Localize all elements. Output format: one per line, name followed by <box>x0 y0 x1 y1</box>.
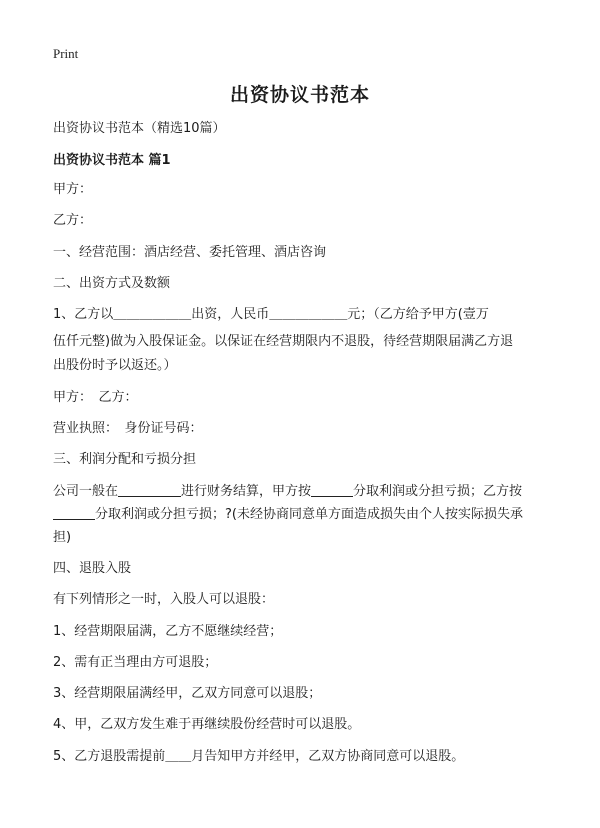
profit-text-3: 分取利润或分担亏损；乙方按 <box>353 484 523 499</box>
exit-entry-heading: 四、退股入股 <box>53 561 132 576</box>
exit-condition-2: 2、需有正当理由方可退股； <box>53 655 218 670</box>
contribution-heading: 二、出资方式及数额 <box>53 276 171 291</box>
profit-text-4: 分取利润或分担亏损；?(未经协商同意单方面造成损失由个人按实际损失承 <box>95 507 523 522</box>
contribution-para-line-3: 出股份时予以返还。） <box>53 358 177 373</box>
blank-party-a-share <box>311 482 353 497</box>
profit-para-line-1 <box>53 480 553 504</box>
exit-condition-5: 5、乙方退股需提前＿＿月告知甲方并经甲，乙双方协商同意可以退股。 <box>53 749 465 764</box>
print-link[interactable]: Print <box>53 46 79 61</box>
signature-line: 甲方： 乙方： <box>53 390 138 405</box>
profit-text-1: 公司一般在 <box>53 484 119 499</box>
business-scope-item: 一、经营范围：酒店经营、委托管理、酒店咨询 <box>53 245 327 260</box>
exit-condition-1: 1、经营期限届满，乙方不愿继续经营； <box>53 624 283 639</box>
profit-loss-heading: 三、利润分配和亏损分担 <box>53 452 197 467</box>
license-id-line: 营业执照： 身份证号码： <box>53 421 203 436</box>
profit-para-line-2 <box>53 503 553 527</box>
blank-settlement-period <box>118 482 181 497</box>
section-heading: 出资协议书范本 篇1 <box>53 153 171 168</box>
blank-party-b-share <box>53 505 95 520</box>
profit-para-line-3: 担) <box>53 530 72 545</box>
contribution-para-line-1: 1、乙方以＿＿＿＿＿＿出资，人民币＿＿＿＿＿＿元；（乙方给予甲方(壹万 <box>53 307 489 322</box>
exit-intro: 有下列情形之一时，入股人可以退股： <box>53 592 275 607</box>
party-b-label: 乙方： <box>53 213 93 228</box>
page-title: 出资协议书范本 <box>229 84 370 106</box>
exit-condition-4: 4、甲，乙双方发生难于再继续股份经营时可以退股。 <box>53 717 361 732</box>
contribution-para-line-2: 伍仟元整)做为入股保证金。以保证在经营期限内不退股，待经营期限届满乙方退 <box>53 334 514 349</box>
exit-condition-3: 3、经营期限届满经甲，乙双方同意可以退股； <box>53 686 322 701</box>
profit-text-2: 进行财务结算，甲方按 <box>181 484 312 499</box>
document-subtitle: 出资协议书范本（精选10篇） <box>53 121 226 136</box>
party-a-label: 甲方： <box>53 182 93 197</box>
